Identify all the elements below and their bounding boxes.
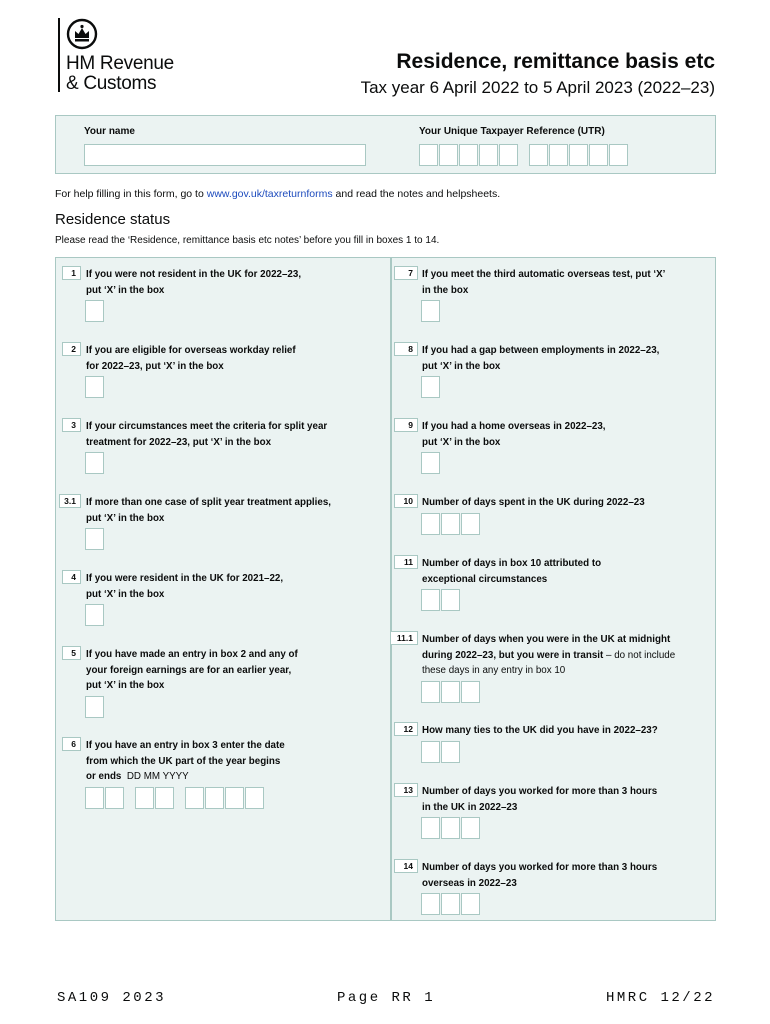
question-text-line: put ‘X’ in the box — [422, 360, 501, 372]
form-code: SA109 2023 — [57, 990, 167, 1006]
question-text — [422, 860, 657, 891]
char-cell[interactable] — [441, 741, 460, 763]
residence-panel — [55, 257, 716, 921]
char-cell[interactable] — [421, 741, 440, 763]
question-text-line: If you were not resident in the UK for 2022–23, — [86, 269, 302, 280]
date-format-hint: DD MM YYYY — [126, 771, 189, 782]
box-number: 13 — [394, 783, 418, 797]
utr-label: Your Unique Taxpayer Reference (UTR) — [419, 126, 605, 137]
char-cell[interactable] — [589, 144, 608, 166]
box-number: 11 — [394, 555, 418, 569]
question-text — [86, 343, 296, 374]
question-text — [86, 267, 301, 298]
question-text — [422, 343, 659, 374]
box-number: 7 — [394, 266, 418, 280]
question-text — [422, 419, 606, 450]
char-cell[interactable] — [225, 787, 244, 809]
question-text-line: put ‘X’ in the box — [86, 680, 165, 691]
question-text-line: your foreign earnings are for an earlier year, — [86, 664, 292, 676]
section-title: Residence status — [55, 211, 171, 228]
column-divider — [390, 258, 392, 920]
char-cell[interactable] — [609, 144, 628, 166]
question-text — [86, 647, 298, 694]
char-cell[interactable] — [461, 817, 480, 839]
question-text-line: for 2022–23, put ‘X’ in the box — [86, 360, 224, 372]
char-cell[interactable] — [135, 787, 154, 809]
question-text-line: If you had a gap between employments in 2022–23, — [422, 345, 660, 356]
box-number: 6 — [62, 737, 81, 751]
question-text-line: Number of days you worked for more than 3 hours — [422, 862, 658, 873]
box-number: 8 — [394, 342, 418, 356]
question-text-line: treatment for 2022–23, put ‘X’ in the box — [86, 436, 272, 448]
form-version: HMRC 12/22 — [605, 990, 715, 1006]
question-text-line: If more than one case of split year treatment applies, — [86, 497, 331, 508]
help-prefix: For help filling in this form, go to — [55, 188, 207, 200]
question-text — [422, 723, 658, 739]
box-2-checkbox[interactable] — [85, 376, 104, 398]
box-number: 11.1 — [390, 631, 418, 645]
char-cell[interactable] — [569, 144, 588, 166]
box-number: 14 — [394, 859, 418, 873]
question-text-line: put ‘X’ in the box — [86, 588, 165, 600]
question-text-line: exceptional circumstances — [422, 573, 548, 585]
question-text-line: If you are eligible for overseas workday relief — [86, 345, 296, 356]
question-text-line: How many ties to the UK did you have in 2022–23? — [422, 725, 658, 736]
char-cell[interactable] — [461, 893, 480, 915]
char-cell[interactable] — [441, 681, 460, 703]
box-number: 3 — [62, 418, 81, 432]
question-text — [422, 784, 657, 815]
question-text-bold: during 2022–23, but you were in transit — [422, 649, 604, 661]
char-cell[interactable] — [419, 144, 438, 166]
question-text — [422, 632, 675, 679]
question-text-plain: – do not include — [603, 649, 676, 661]
box-9-checkbox[interactable] — [421, 452, 440, 474]
char-cell[interactable] — [549, 144, 568, 166]
char-cell[interactable] — [461, 681, 480, 703]
help-suffix: and read the notes and helpsheets. — [332, 188, 501, 200]
question-text — [422, 495, 645, 511]
question-text-line — [86, 769, 285, 785]
question-text — [86, 738, 285, 785]
question-text-line: these days in any entry in box 10 — [422, 665, 566, 676]
char-cell[interactable] — [85, 787, 104, 809]
question-text-line: If you were resident in the UK for 2021–22, — [86, 573, 284, 584]
tax-year-subtitle: Tax year 6 April 2022 to 5 April 2023 (2022–23) — [360, 78, 715, 97]
char-cell[interactable] — [421, 681, 440, 703]
box-5-checkbox[interactable] — [85, 696, 104, 718]
question-text-line: Number of days you worked for more than 3 hours — [422, 786, 658, 797]
box-3-checkbox[interactable] — [85, 452, 104, 474]
question-text — [422, 556, 601, 587]
char-cell[interactable] — [441, 513, 460, 535]
box-number: 12 — [394, 722, 418, 736]
question-text-line: put ‘X’ in the box — [86, 512, 165, 524]
box-8-checkbox[interactable] — [421, 376, 440, 398]
question-text-line: put ‘X’ in the box — [422, 436, 501, 448]
question-text-line: from which the UK part of the year begins — [86, 755, 281, 767]
question-text-line: Number of days when you were in the UK at midnight — [422, 634, 671, 645]
box-number: 9 — [394, 418, 418, 432]
identity-panel — [55, 115, 716, 174]
char-cell[interactable] — [245, 787, 264, 809]
question-text — [86, 495, 331, 526]
char-cell[interactable] — [461, 513, 480, 535]
question-text-line: If you had a home overseas in 2022–23, — [422, 421, 606, 432]
help-text — [55, 188, 500, 200]
box-number: 2 — [62, 342, 81, 356]
name-label: Your name — [84, 126, 135, 137]
char-cell[interactable] — [529, 144, 548, 166]
char-cell[interactable] — [421, 589, 440, 611]
question-text — [86, 419, 327, 450]
box-number: 4 — [62, 570, 81, 584]
char-cell[interactable] — [479, 144, 498, 166]
char-cell[interactable] — [421, 513, 440, 535]
char-cell[interactable] — [441, 893, 460, 915]
box-4-checkbox[interactable] — [85, 604, 104, 626]
box-7-checkbox[interactable] — [421, 300, 440, 322]
char-cell[interactable] — [439, 144, 458, 166]
question-text-line: put ‘X’ in the box — [86, 284, 165, 296]
char-cell[interactable] — [105, 787, 124, 809]
question-text-line: in the UK in 2022–23 — [422, 801, 518, 813]
question-text-line: in the box — [422, 284, 469, 296]
question-text — [422, 267, 665, 298]
question-text-line: overseas in 2022–23 — [422, 877, 517, 889]
box-number: 1 — [62, 266, 81, 280]
logo-rule — [58, 18, 60, 92]
char-cell[interactable] — [185, 787, 204, 809]
box-1-checkbox[interactable] — [85, 300, 104, 322]
char-cell[interactable] — [459, 144, 478, 166]
question-text-line: If you have an entry in box 3 enter the date — [86, 740, 285, 751]
question-text-line: If you have made an entry in box 2 and any of — [86, 649, 298, 660]
question-text-line: Number of days in box 10 attributed to — [422, 558, 602, 569]
name-input[interactable] — [84, 144, 366, 166]
char-cell[interactable] — [421, 817, 440, 839]
char-cell[interactable] — [499, 144, 518, 166]
org-name-line2: & Customs — [66, 73, 157, 94]
question-text-line: Number of days spent in the UK during 2022–23 — [422, 497, 645, 508]
question-text — [86, 571, 283, 602]
question-text-line: If you meet the third automatic overseas test, put ‘X’ — [422, 269, 666, 280]
question-text-line: If your circumstances meet the criteria for split year — [86, 421, 328, 432]
char-cell[interactable] — [441, 589, 460, 611]
crown-crest-icon — [66, 18, 98, 50]
page-number: Page RR 1 — [337, 990, 436, 1006]
box-3-1-checkbox[interactable] — [85, 528, 104, 550]
org-name-line1: HM Revenue — [66, 53, 174, 74]
box-number: 10 — [394, 494, 418, 508]
section-note: Please read the ‘Residence, remittance basis etc notes’ before you fill in boxes 1 to 14. — [55, 235, 440, 246]
char-cell[interactable] — [155, 787, 174, 809]
char-cell[interactable] — [421, 893, 440, 915]
question-text-line — [422, 648, 675, 664]
help-link[interactable]: www.gov.uk/taxreturnforms — [206, 188, 333, 200]
char-cell[interactable] — [441, 817, 460, 839]
hmrc-logo — [58, 18, 198, 96]
form-title: Residence, remittance basis etc — [396, 50, 715, 73]
box-number: 5 — [62, 646, 81, 660]
char-cell[interactable] — [205, 787, 224, 809]
question-text-bold: or ends — [86, 771, 122, 782]
box-number: 3.1 — [59, 494, 81, 508]
